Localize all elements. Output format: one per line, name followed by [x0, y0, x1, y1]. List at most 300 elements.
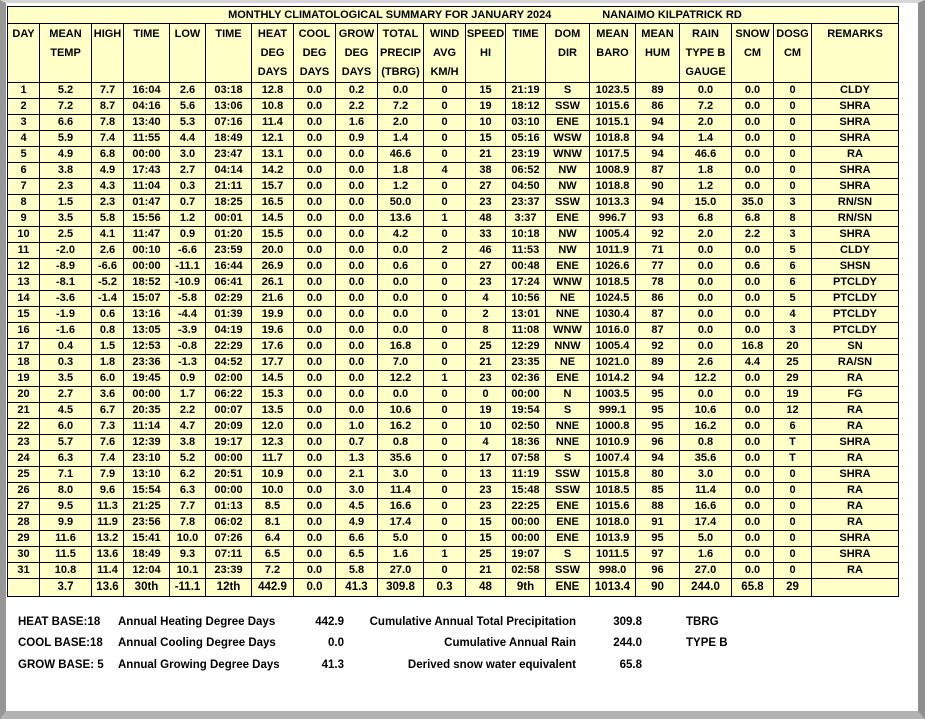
cell-high: 4.9	[92, 163, 124, 179]
cell-wind-avg: 0	[424, 291, 466, 307]
cell-cool-deg-days: 0.0	[294, 339, 336, 355]
cell-low-time: 18:49	[206, 131, 252, 147]
cell-low-time: 20:09	[206, 419, 252, 435]
cell-rain-type-b: 15.0	[680, 195, 732, 211]
cell-remarks: RA	[812, 499, 899, 515]
cell-total-precip: 11.4	[378, 483, 424, 499]
cell-total-precip: 16.2	[378, 419, 424, 435]
cell-heat-deg-days: 14.5	[252, 211, 294, 227]
cell-dom-dir: S	[546, 83, 590, 99]
cell-snow-cm: 0.0	[732, 483, 774, 499]
cell-dosg-cm: 0	[774, 467, 812, 483]
cell-snow-cm: 0.0	[732, 99, 774, 115]
cell-mean-hum: 91	[636, 515, 680, 531]
cell-dom-dir: N	[546, 387, 590, 403]
cell-mean-hum: 96	[636, 563, 680, 579]
cell-dosg-cm: 6	[774, 419, 812, 435]
cell-cool-deg-days: 0.0	[294, 83, 336, 99]
cumulative-value: 309.8	[613, 615, 642, 628]
cell-speed-time: 21:19	[506, 83, 546, 99]
cell-low: 1.7	[170, 387, 206, 403]
summary-snow-cm: 65.8	[732, 579, 774, 597]
cell-cool-deg-days: 0.0	[294, 419, 336, 435]
cell-mean-temp: 5.2	[40, 83, 92, 99]
cell-dom-dir: ENE	[546, 499, 590, 515]
column-header-mean-baro: MEAN BARO	[590, 24, 636, 83]
cell-speed-time: 12:29	[506, 339, 546, 355]
cell-mean-temp: 6.3	[40, 451, 92, 467]
cell-day: 22	[8, 419, 40, 435]
cell-mean-hum: 95	[636, 419, 680, 435]
cell-cool-deg-days: 0.0	[294, 211, 336, 227]
cell-dom-dir: NW	[546, 179, 590, 195]
cell-dom-dir: NW	[546, 227, 590, 243]
cell-low-time: 00:07	[206, 403, 252, 419]
cell-high-time: 20:35	[124, 403, 170, 419]
cell-cool-deg-days: 0.0	[294, 99, 336, 115]
cell-speed-time: 10:18	[506, 227, 546, 243]
cell-high-time: 23:56	[124, 515, 170, 531]
cell-low-time: 16:44	[206, 259, 252, 275]
cell-total-precip: 35.6	[378, 451, 424, 467]
cell-low-time: 21:11	[206, 179, 252, 195]
cell-dosg-cm: 0	[774, 483, 812, 499]
base-label: GROW BASE: 5	[18, 658, 104, 671]
cell-mean-baro: 1030.4	[590, 307, 636, 323]
cell-high: 7.8	[92, 115, 124, 131]
title-cell	[8, 7, 899, 24]
cell-grow-deg-days: 0.9	[336, 131, 378, 147]
cell-high-time: 01:47	[124, 195, 170, 211]
cell-low: 4.7	[170, 419, 206, 435]
cell-heat-deg-days: 12.3	[252, 435, 294, 451]
cell-wind-avg: 0	[424, 451, 466, 467]
cell-grow-deg-days: 0.7	[336, 435, 378, 451]
cell-dom-dir: S	[546, 403, 590, 419]
cell-snow-cm: 0.0	[732, 515, 774, 531]
cell-mean-baro: 1015.1	[590, 115, 636, 131]
cell-low: 3.0	[170, 147, 206, 163]
cell-dom-dir: SSW	[546, 467, 590, 483]
cell-high: -5.2	[92, 275, 124, 291]
cell-rain-type-b: 10.6	[680, 403, 732, 419]
cell-snow-cm: 0.0	[732, 371, 774, 387]
table-row	[8, 323, 899, 339]
cell-remarks: RN/SN	[812, 195, 899, 211]
cell-snow-cm: 0.0	[732, 451, 774, 467]
cell-mean-hum: 92	[636, 227, 680, 243]
cell-mean-baro: 1017.5	[590, 147, 636, 163]
cell-day: 27	[8, 499, 40, 515]
cell-speed-hi: 23	[466, 275, 506, 291]
cell-speed-hi: 8	[466, 323, 506, 339]
cell-low-time: 06:41	[206, 275, 252, 291]
cell-dom-dir: WNW	[546, 323, 590, 339]
cell-speed-hi: 27	[466, 179, 506, 195]
cell-total-precip: 27.0	[378, 563, 424, 579]
climate-summary-table	[7, 6, 899, 597]
cell-speed-hi: 15	[466, 531, 506, 547]
cell-high: 7.4	[92, 131, 124, 147]
cell-high: 2.3	[92, 195, 124, 211]
cell-day: 21	[8, 403, 40, 419]
cell-mean-hum: 96	[636, 435, 680, 451]
cell-dosg-cm: 0	[774, 547, 812, 563]
cell-high: 6.0	[92, 371, 124, 387]
cell-total-precip: 1.8	[378, 163, 424, 179]
cell-rain-type-b: 1.8	[680, 163, 732, 179]
cell-speed-time: 3:37	[506, 211, 546, 227]
cell-mean-hum: 94	[636, 371, 680, 387]
cell-snow-cm: 0.0	[732, 563, 774, 579]
cell-mean-temp: 0.3	[40, 355, 92, 371]
cell-high-time: 18:49	[124, 547, 170, 563]
cell-speed-hi: 23	[466, 195, 506, 211]
cell-speed-hi: 23	[466, 371, 506, 387]
cell-low: 0.3	[170, 179, 206, 195]
cell-mean-temp: 11.6	[40, 531, 92, 547]
cell-total-precip: 0.0	[378, 275, 424, 291]
summary-high-time: 30th	[124, 579, 170, 597]
cell-day: 10	[8, 227, 40, 243]
cell-speed-time: 23:19	[506, 147, 546, 163]
cell-snow-cm: 0.0	[732, 83, 774, 99]
cell-speed-hi: 21	[466, 563, 506, 579]
cell-low-time: 04:52	[206, 355, 252, 371]
cell-snow-cm: 0.0	[732, 179, 774, 195]
cell-snow-cm: 0.0	[732, 435, 774, 451]
cell-grow-deg-days: 1.0	[336, 419, 378, 435]
cell-grow-deg-days: 2.2	[336, 99, 378, 115]
table-row	[8, 371, 899, 387]
cell-wind-avg: 0	[424, 323, 466, 339]
cell-speed-hi: 19	[466, 403, 506, 419]
cell-rain-type-b: 12.2	[680, 371, 732, 387]
cell-heat-deg-days: 26.9	[252, 259, 294, 275]
cell-speed-hi: 4	[466, 435, 506, 451]
cell-day: 6	[8, 163, 40, 179]
cell-remarks: RA	[812, 563, 899, 579]
cell-snow-cm: 0.0	[732, 291, 774, 307]
cell-low: 5.3	[170, 115, 206, 131]
cell-remarks: PTCLDY	[812, 323, 899, 339]
cell-high: 1.8	[92, 355, 124, 371]
cell-speed-time: 11:53	[506, 243, 546, 259]
cell-mean-baro: 1023.5	[590, 83, 636, 99]
column-header-low-time: TIME	[206, 24, 252, 83]
cell-day: 18	[8, 355, 40, 371]
cell-remarks: RA	[812, 403, 899, 419]
cell-day: 29	[8, 531, 40, 547]
cell-grow-deg-days: 0.0	[336, 307, 378, 323]
cell-low-time: 03:18	[206, 83, 252, 99]
cell-speed-time: 02:50	[506, 419, 546, 435]
cell-wind-avg: 0	[424, 259, 466, 275]
cell-high-time: 15:54	[124, 483, 170, 499]
cell-day: 16	[8, 323, 40, 339]
cell-mean-hum: 87	[636, 323, 680, 339]
cell-mean-hum: 94	[636, 147, 680, 163]
report-title: MONTHLY CLIMATOLOGICAL SUMMARY FOR JANUARY 2024	[228, 9, 552, 21]
gauge-type-label: TBRG	[686, 615, 719, 628]
cell-wind-avg: 2	[424, 243, 466, 259]
cell-mean-temp: 3.8	[40, 163, 92, 179]
cell-remarks: RA	[812, 419, 899, 435]
cell-speed-time: 19:07	[506, 547, 546, 563]
cell-dosg-cm: 12	[774, 403, 812, 419]
cell-speed-time: 10:56	[506, 291, 546, 307]
cell-day: 9	[8, 211, 40, 227]
table-row	[8, 275, 899, 291]
cell-mean-temp: 0.4	[40, 339, 92, 355]
cell-speed-time: 11:08	[506, 323, 546, 339]
cell-total-precip: 1.6	[378, 547, 424, 563]
cell-low: -11.1	[170, 259, 206, 275]
cell-heat-deg-days: 17.6	[252, 339, 294, 355]
cell-remarks: PTCLDY	[812, 291, 899, 307]
cell-dom-dir: ENE	[546, 515, 590, 531]
cell-day: 3	[8, 115, 40, 131]
cell-grow-deg-days: 0.0	[336, 147, 378, 163]
cell-low: 5.6	[170, 99, 206, 115]
cell-remarks: SHRA	[812, 227, 899, 243]
cell-day: 23	[8, 435, 40, 451]
cell-dom-dir: ENE	[546, 531, 590, 547]
cell-day: 1	[8, 83, 40, 99]
cell-dosg-cm: 3	[774, 227, 812, 243]
cell-mean-temp: 4.5	[40, 403, 92, 419]
cell-cool-deg-days: 0.0	[294, 115, 336, 131]
cell-mean-baro: 1014.2	[590, 371, 636, 387]
cell-dosg-cm: 25	[774, 355, 812, 371]
annual-value: 0.0	[328, 637, 344, 650]
base-label: HEAT BASE:18	[18, 615, 101, 628]
cell-high: 7.3	[92, 419, 124, 435]
table-row	[8, 419, 899, 435]
cell-low: -0.8	[170, 339, 206, 355]
summary-low-time: 12th	[206, 579, 252, 597]
cell-dom-dir: NW	[546, 243, 590, 259]
cell-mean-baro: 998.0	[590, 563, 636, 579]
cell-dom-dir: S	[546, 547, 590, 563]
cell-heat-deg-days: 8.1	[252, 515, 294, 531]
column-header-cool-deg-days: COOL DEG DAYS	[294, 24, 336, 83]
cell-low: 4.4	[170, 131, 206, 147]
cell-mean-baro: 1005.4	[590, 227, 636, 243]
cell-mean-baro: 1010.9	[590, 435, 636, 451]
cell-speed-hi: 23	[466, 483, 506, 499]
cell-mean-baro: 1018.5	[590, 275, 636, 291]
cell-high: 7.7	[92, 83, 124, 99]
cell-remarks: SN	[812, 339, 899, 355]
cell-high-time: 13:10	[124, 467, 170, 483]
cell-low-time: 18:25	[206, 195, 252, 211]
cell-speed-hi: 19	[466, 99, 506, 115]
cell-high-time: 00:00	[124, 147, 170, 163]
cell-low: 6.2	[170, 467, 206, 483]
cell-rain-type-b: 0.0	[680, 275, 732, 291]
table-row	[8, 339, 899, 355]
cell-wind-avg: 0	[424, 339, 466, 355]
footer-row	[6, 611, 918, 633]
cell-speed-hi: 33	[466, 227, 506, 243]
cell-dom-dir: NE	[546, 291, 590, 307]
cell-high-time: 23:36	[124, 355, 170, 371]
summary-heat-deg-days: 442.9	[252, 579, 294, 597]
cell-heat-deg-days: 10.0	[252, 483, 294, 499]
cell-dom-dir: SSW	[546, 563, 590, 579]
cell-snow-cm: 0.0	[732, 131, 774, 147]
cell-snow-cm: 0.6	[732, 259, 774, 275]
cell-mean-temp: 3.5	[40, 211, 92, 227]
column-header-dom-dir: DOM DIR	[546, 24, 590, 83]
cell-cool-deg-days: 0.0	[294, 227, 336, 243]
cell-speed-time: 00:00	[506, 515, 546, 531]
cell-low-time: 22:29	[206, 339, 252, 355]
cell-heat-deg-days: 10.8	[252, 99, 294, 115]
cell-day: 2	[8, 99, 40, 115]
cell-cool-deg-days: 0.0	[294, 195, 336, 211]
cell-snow-cm: 4.4	[732, 355, 774, 371]
cell-cool-deg-days: 0.0	[294, 355, 336, 371]
column-header-low: LOW	[170, 24, 206, 83]
cell-mean-hum: 78	[636, 275, 680, 291]
cell-high-time: 00:00	[124, 259, 170, 275]
cell-wind-avg: 0	[424, 467, 466, 483]
cell-cool-deg-days: 0.0	[294, 435, 336, 451]
cell-mean-baro: 1021.0	[590, 355, 636, 371]
cell-mean-hum: 85	[636, 483, 680, 499]
cell-day: 26	[8, 483, 40, 499]
cell-dosg-cm: 20	[774, 339, 812, 355]
cell-wind-avg: 0	[424, 435, 466, 451]
cell-total-precip: 3.0	[378, 467, 424, 483]
cell-snow-cm: 0.0	[732, 323, 774, 339]
cell-dom-dir: ENE	[546, 115, 590, 131]
cell-rain-type-b: 0.0	[680, 291, 732, 307]
cell-total-precip: 12.2	[378, 371, 424, 387]
table-row	[8, 531, 899, 547]
cell-mean-baro: 1015.6	[590, 99, 636, 115]
summary-speed-time: 9th	[506, 579, 546, 597]
summary-grow-deg-days: 41.3	[336, 579, 378, 597]
cell-grow-deg-days: 0.0	[336, 259, 378, 275]
cell-rain-type-b: 0.0	[680, 387, 732, 403]
cell-high: 7.6	[92, 435, 124, 451]
cell-low-time: 04:14	[206, 163, 252, 179]
cell-grow-deg-days: 0.0	[336, 291, 378, 307]
cell-snow-cm: 6.8	[732, 211, 774, 227]
cell-speed-hi: 21	[466, 355, 506, 371]
summary-speed-hi: 48	[466, 579, 506, 597]
cell-low-time: 02:29	[206, 291, 252, 307]
cell-wind-avg: 0	[424, 387, 466, 403]
cell-grow-deg-days: 0.0	[336, 211, 378, 227]
cell-high-time: 23:10	[124, 451, 170, 467]
cell-day: 17	[8, 339, 40, 355]
footer-row	[6, 633, 918, 655]
cell-day: 19	[8, 371, 40, 387]
cell-heat-deg-days: 19.9	[252, 307, 294, 323]
cell-rain-type-b: 2.0	[680, 115, 732, 131]
cell-cool-deg-days: 0.0	[294, 547, 336, 563]
cell-speed-hi: 46	[466, 243, 506, 259]
cell-grow-deg-days: 1.6	[336, 115, 378, 131]
table-row	[8, 179, 899, 195]
monthly-summary-row	[8, 579, 899, 597]
cell-grow-deg-days: 0.0	[336, 179, 378, 195]
cell-remarks: SHRA	[812, 547, 899, 563]
gauge-type-label: TYPE B	[686, 637, 728, 650]
cell-speed-time: 23:37	[506, 195, 546, 211]
cell-low-time: 02:00	[206, 371, 252, 387]
cell-mean-hum: 87	[636, 163, 680, 179]
cell-low-time: 00:00	[206, 483, 252, 499]
cell-heat-deg-days: 15.5	[252, 227, 294, 243]
cell-cool-deg-days: 0.0	[294, 131, 336, 147]
cell-speed-hi: 21	[466, 147, 506, 163]
cell-rain-type-b: 17.4	[680, 515, 732, 531]
cell-grow-deg-days: 6.6	[336, 531, 378, 547]
cell-mean-baro: 1018.8	[590, 131, 636, 147]
cell-speed-hi: 25	[466, 547, 506, 563]
cell-wind-avg: 0	[424, 99, 466, 115]
cell-day: 24	[8, 451, 40, 467]
cell-snow-cm: 0.0	[732, 499, 774, 515]
cell-total-precip: 50.0	[378, 195, 424, 211]
cell-high: 13.6	[92, 547, 124, 563]
cell-mean-temp: 2.7	[40, 387, 92, 403]
cell-dosg-cm: 0	[774, 115, 812, 131]
cell-speed-time: 17:24	[506, 275, 546, 291]
cell-dom-dir: ENE	[546, 211, 590, 227]
cell-mean-hum: 93	[636, 211, 680, 227]
cell-dom-dir: NNE	[546, 419, 590, 435]
cell-total-precip: 10.6	[378, 403, 424, 419]
cell-high: 11.4	[92, 563, 124, 579]
cell-low-time: 20:51	[206, 467, 252, 483]
cell-mean-hum: 77	[636, 259, 680, 275]
cell-rain-type-b: 0.0	[680, 307, 732, 323]
cell-grow-deg-days: 0.0	[336, 275, 378, 291]
cell-remarks: RA	[812, 451, 899, 467]
cell-dom-dir: NE	[546, 355, 590, 371]
table-row	[8, 115, 899, 131]
cell-high-time: 13:16	[124, 307, 170, 323]
cell-cool-deg-days: 0.0	[294, 179, 336, 195]
cell-speed-time: 19:54	[506, 403, 546, 419]
cell-speed-hi: 15	[466, 131, 506, 147]
cell-cool-deg-days: 0.0	[294, 243, 336, 259]
cell-total-precip: 13.6	[378, 211, 424, 227]
column-header-mean-temp: MEAN TEMP	[40, 24, 92, 83]
cell-heat-deg-days: 17.7	[252, 355, 294, 371]
cell-total-precip: 7.2	[378, 99, 424, 115]
cell-dosg-cm: 19	[774, 387, 812, 403]
cell-snow-cm: 0.0	[732, 307, 774, 323]
table-row	[8, 563, 899, 579]
cell-total-precip: 7.0	[378, 355, 424, 371]
cell-snow-cm: 0.0	[732, 243, 774, 259]
cell-cool-deg-days: 0.0	[294, 467, 336, 483]
cell-low: -4.4	[170, 307, 206, 323]
cell-heat-deg-days: 11.7	[252, 451, 294, 467]
cell-mean-baro: 1018.5	[590, 483, 636, 499]
cell-total-precip: 16.6	[378, 499, 424, 515]
cell-dosg-cm: 0	[774, 563, 812, 579]
cell-mean-baro: 996.7	[590, 211, 636, 227]
cell-dosg-cm: 5	[774, 243, 812, 259]
